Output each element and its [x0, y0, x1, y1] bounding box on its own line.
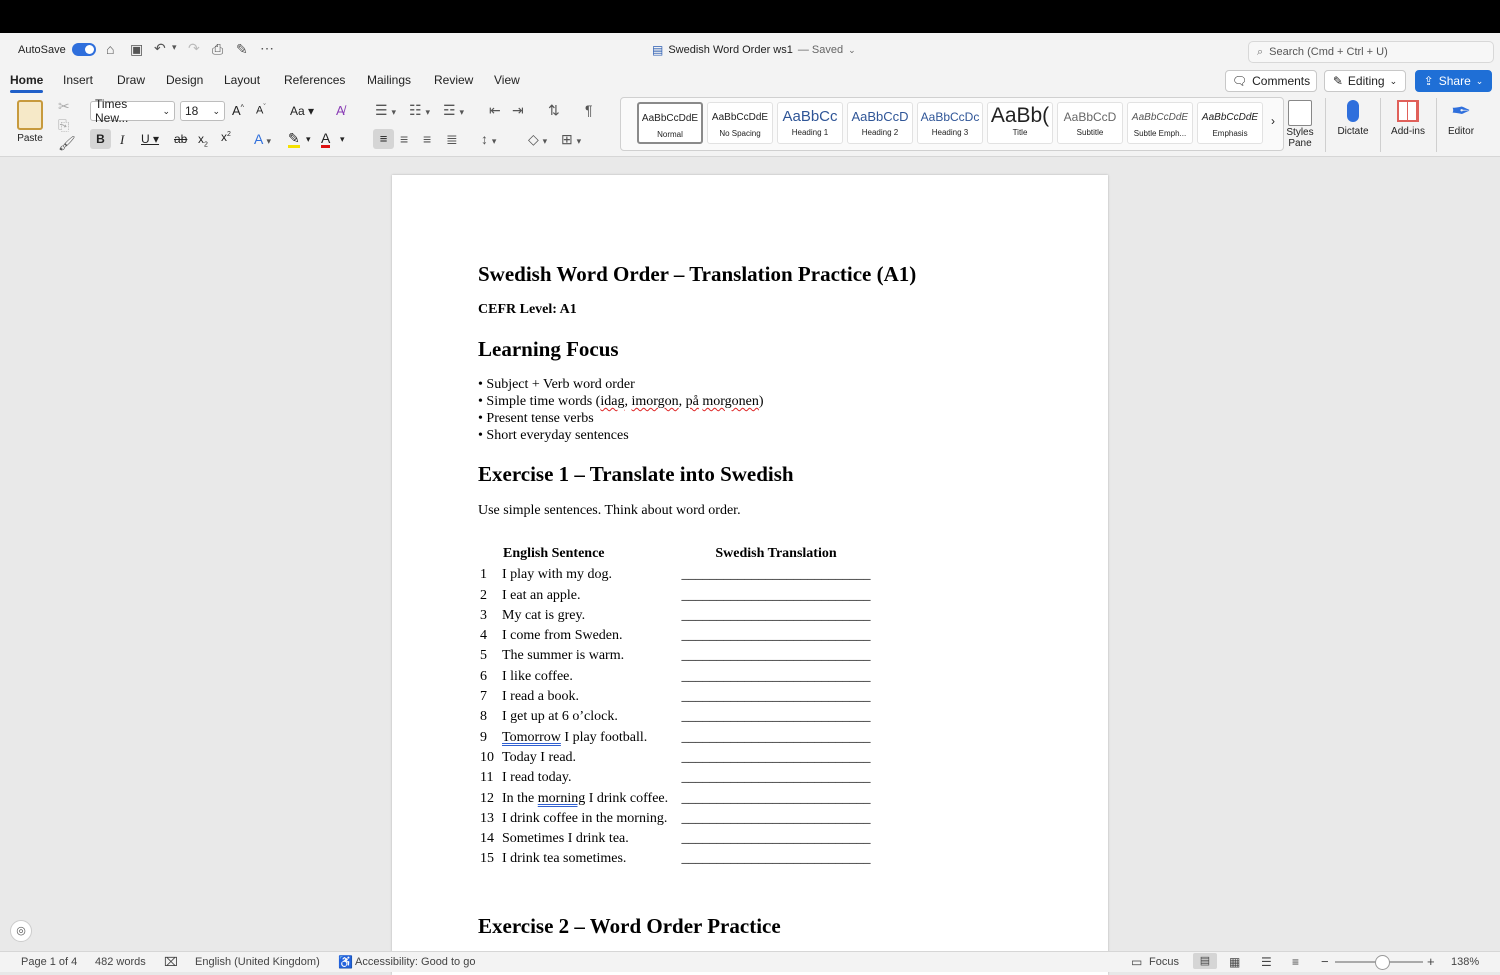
editing-label: Editing [1347, 74, 1385, 88]
chevron-down-icon: ⌄ [1389, 75, 1398, 86]
undo-icon[interactable]: ↶ [154, 40, 166, 56]
style-name: Heading 1 [791, 128, 829, 137]
table-row [478, 685, 872, 705]
underline-icon[interactable]: U ▾ [141, 132, 160, 146]
edit-doc-icon[interactable]: ✎ [236, 41, 248, 57]
justify-icon[interactable]: ≣ [446, 131, 458, 147]
style-heading-3[interactable] [917, 102, 983, 144]
divider [1380, 98, 1381, 152]
tab-design[interactable]: Design [166, 73, 204, 87]
document-title[interactable]: Swedish Word Order ws1 [668, 44, 793, 56]
bullets-icon[interactable]: ☰ ▾ [375, 102, 396, 118]
translation-blank[interactable]: ___________________________ [681, 689, 871, 705]
home-icon[interactable]: ⌂ [106, 41, 115, 57]
redo-icon[interactable]: ↷ [188, 40, 200, 56]
shading-icon[interactable]: ◇ ▾ [528, 131, 548, 147]
style-heading-1[interactable] [777, 102, 843, 144]
borders-icon[interactable]: ⊞ ▾ [561, 131, 582, 147]
english-sentence: I read today. [502, 770, 572, 786]
translation-blank[interactable]: ___________________________ [681, 607, 871, 623]
style-no-spacing[interactable] [707, 102, 773, 144]
proofing-icon[interactable]: ⌧ [164, 955, 178, 969]
translation-blank[interactable]: ___________________________ [681, 790, 871, 806]
style-sample: AaBbCc [782, 108, 838, 125]
style-sample: AaBbCcDdE [711, 112, 769, 123]
style-name: Subtitle [1076, 128, 1104, 137]
english-sentence: I play with my dog. [502, 567, 613, 583]
strikethrough-icon[interactable]: ab [174, 132, 188, 146]
undo-dropdown-icon[interactable]: ▾ [172, 42, 177, 52]
addins-label: Add-ins [1391, 126, 1425, 137]
search-placeholder: Search (Cmd + Ctrl + U) [1269, 46, 1388, 58]
top-black-bar [0, 0, 1500, 33]
chevron-down-icon[interactable]: ▾ [340, 134, 345, 144]
italic-icon[interactable]: I [120, 132, 125, 147]
table-row [478, 847, 872, 867]
row-number: 6 [480, 668, 487, 684]
document-page[interactable] [392, 175, 1108, 975]
translation-blank[interactable]: ___________________________ [681, 628, 871, 644]
multilevel-list-icon[interactable]: ☲ ▾ [443, 102, 464, 118]
style-subtitle[interactable] [1057, 102, 1123, 144]
english-sentence: I eat an apple. [502, 587, 581, 603]
web-layout-icon[interactable]: ▦ [1229, 955, 1241, 969]
pilcrow-icon[interactable]: ¶ [585, 102, 593, 118]
table-row [478, 786, 872, 806]
focus-button[interactable]: Focus [1149, 956, 1179, 968]
tab-draw[interactable]: Draw [117, 73, 146, 87]
outline-view-icon[interactable]: ☰ [1261, 955, 1272, 969]
bold-icon[interactable]: B [90, 129, 111, 149]
table-row [478, 725, 872, 745]
column-header-swedish: Swedish Translation [715, 546, 837, 561]
status-bar [0, 951, 1500, 972]
clear-formatting-icon[interactable]: A̸ [336, 103, 345, 118]
font-color-icon[interactable]: A [321, 130, 331, 146]
style-name: Subtle Emph... [1133, 129, 1187, 138]
table-row [478, 604, 872, 624]
editor-button[interactable] [1444, 98, 1478, 137]
styles-pane-icon [1288, 100, 1312, 126]
table-row [478, 644, 872, 664]
row-number: 4 [480, 628, 487, 644]
english-sentence: I come from Sweden. [502, 628, 623, 644]
table-row [478, 746, 872, 766]
increase-indent-icon[interactable]: ⇥ [512, 102, 524, 118]
table-row [478, 766, 872, 786]
translation-blank[interactable]: ___________________________ [681, 851, 871, 867]
row-number: 14 [480, 831, 494, 847]
styles-pane-label: Styles Pane [1286, 127, 1314, 149]
english-sentence: I read a book. [502, 689, 579, 705]
subscript-icon[interactable]: $x_2$ [198, 132, 208, 149]
document-title-heading: Swedish Word Order – Translation Practice (A1) [478, 262, 917, 286]
style-name: Heading 2 [861, 128, 899, 137]
font-size-select[interactable] [180, 101, 225, 121]
column-header-english: English Sentence [503, 546, 605, 561]
style-sample: AaBbCcDdE [1131, 112, 1189, 123]
chevron-down-icon: ⌄ [212, 105, 220, 116]
divider [1436, 98, 1437, 152]
focus-icon: ▭ [1131, 955, 1143, 969]
bullet-item: • Present tense verbs [478, 411, 594, 426]
shrink-font-icon[interactable]: $A^ˇ$ [256, 104, 266, 117]
exercise-1-table [478, 539, 872, 867]
english-sentence: Today I read. [502, 749, 577, 765]
highlight-icon[interactable]: ✎ [288, 130, 300, 146]
style-name: Normal [657, 130, 683, 139]
comment-icon: 🗨 [1231, 74, 1248, 88]
english-sentence: I drink tea sometimes. [502, 851, 627, 867]
translation-blank[interactable]: ___________________________ [681, 668, 871, 684]
paste-button[interactable] [12, 98, 48, 144]
search-box[interactable] [1248, 41, 1494, 63]
exercise-2-heading: Exercise 2 – Word Order Practice [478, 914, 781, 938]
share-icon: ⇪ [1423, 74, 1434, 88]
bullet-item: • Simple time words (idag, imorgon, på morgonen) [478, 394, 764, 409]
translation-blank[interactable]: ___________________________ [681, 729, 871, 745]
numbering-icon[interactable]: ☷ ▾ [409, 102, 430, 118]
chevron-down-icon[interactable]: ▾ [306, 134, 311, 144]
editing-button[interactable] [1324, 70, 1406, 92]
english-sentence: My cat is grey. [502, 607, 586, 623]
microphone-icon [1347, 100, 1359, 122]
chevron-down-icon: ⌄ [162, 105, 170, 116]
tab-review[interactable]: Review [434, 73, 474, 87]
style-title[interactable] [987, 102, 1053, 144]
row-number: 3 [480, 607, 487, 623]
comments-button[interactable] [1225, 70, 1317, 92]
print-icon[interactable]: ⎙ [212, 41, 224, 57]
font-size-value: 18 [185, 104, 199, 118]
cut-icon[interactable]: ✂ [58, 98, 70, 114]
editor-label: Editor [1447, 126, 1475, 137]
chevron-right-icon[interactable]: › [1271, 114, 1275, 128]
tab-view[interactable]: View [494, 73, 520, 87]
row-number: 12 [480, 790, 494, 806]
style-name: Title [1012, 128, 1028, 137]
addins-button[interactable] [1388, 98, 1428, 137]
decrease-indent-icon[interactable]: ⇤ [489, 102, 501, 118]
tab-home[interactable]: Home [10, 73, 44, 87]
accessibility-icon: ♿ [338, 955, 353, 969]
search-icon: ⌕ [1257, 45, 1264, 58]
font-name-value: Times New... [95, 97, 129, 125]
table-row [478, 624, 872, 644]
translation-blank[interactable]: ___________________________ [681, 810, 871, 826]
grow-font-icon[interactable]: A^ [232, 103, 244, 118]
english-sentence: In the morning I drink coffee. [502, 790, 669, 806]
translation-blank[interactable]: ___________________________ [681, 587, 871, 603]
style-name: Heading 3 [931, 128, 969, 137]
style-subtle-emphasis[interactable] [1127, 102, 1193, 144]
format-painter-icon[interactable]: 🖌 [58, 135, 76, 151]
style-name: No Spacing [719, 129, 761, 138]
superscript-icon[interactable]: $x^2$ [221, 130, 231, 144]
style-sample: AaBbCcD [851, 109, 909, 124]
tab-mailings[interactable]: Mailings [367, 73, 412, 87]
translation-blank[interactable]: ___________________________ [681, 770, 871, 786]
share-label: Share [1438, 74, 1471, 88]
chevron-down-icon[interactable]: ⌄ [848, 44, 856, 55]
english-sentence: The summer is warm. [502, 648, 625, 664]
english-sentence: I like coffee. [502, 668, 573, 684]
translation-blank[interactable]: ___________________________ [681, 709, 871, 725]
tab-references[interactable]: References [284, 73, 346, 87]
line-spacing-icon[interactable]: ↕ ▾ [481, 131, 497, 147]
style-sample: AaBb( [990, 104, 1050, 127]
translation-blank[interactable]: ___________________________ [681, 831, 871, 847]
english-sentence: Tomorrow I play football. [502, 729, 648, 745]
english-sentence: Sometimes I drink tea. [502, 831, 629, 847]
word-doc-icon: ▤ [652, 43, 664, 57]
exercise-1-heading: Exercise 1 – Translate into Swedish [478, 462, 794, 486]
align-left-icon[interactable]: ≡ [373, 129, 394, 149]
row-number: 10 [480, 749, 494, 765]
align-center-icon[interactable]: ≡ [400, 131, 409, 147]
tab-layout[interactable]: Layout [224, 73, 261, 87]
language[interactable]: English (United Kingdom) [195, 956, 320, 968]
style-sample: AaBbCcDdE [1201, 112, 1259, 123]
learning-focus-heading: Learning Focus [478, 337, 619, 361]
style-normal[interactable] [637, 102, 703, 144]
chevron-down-icon: ⌄ [1475, 75, 1484, 86]
text-effects-icon[interactable]: A ▾ [254, 131, 271, 147]
style-sample: AaBbCcDc [920, 110, 980, 124]
row-number: 7 [480, 689, 487, 705]
editor-pen-icon: ✒ [1450, 98, 1472, 125]
sort-icon[interactable]: ⇅ [548, 102, 560, 118]
share-button[interactable] [1415, 70, 1492, 92]
zoom-out-icon[interactable]: − [1321, 954, 1329, 969]
autosave-toggle[interactable] [72, 43, 96, 56]
style-sample: AaBbCcDdE [641, 113, 699, 124]
table-row [478, 827, 872, 847]
english-sentence: I get up at 6 o’clock. [502, 709, 618, 725]
accessibility-status[interactable]: Accessibility: Good to go [355, 956, 476, 968]
exercise-1-instructions: Use simple sentences. Think about word order. [478, 503, 741, 518]
font-name-select[interactable] [90, 97, 175, 125]
addins-icon [1397, 100, 1419, 122]
comments-label: Comments [1252, 74, 1311, 88]
zoom-in-icon[interactable]: + [1427, 954, 1435, 969]
translation-blank[interactable]: ___________________________ [681, 749, 871, 765]
bullet-item: • Subject + Verb word order [478, 377, 635, 392]
page-count[interactable]: Page 1 of 4 [21, 956, 78, 968]
translation-blank[interactable]: ___________________________ [681, 567, 871, 583]
copy-icon[interactable]: ⎘ [58, 117, 70, 133]
dictate-label: Dictate [1337, 126, 1369, 137]
row-number: 15 [480, 851, 494, 867]
table-row [478, 583, 872, 603]
style-emphasis[interactable] [1197, 102, 1263, 144]
english-sentence: I drink coffee in the morning. [502, 810, 668, 826]
pencil-icon: ✎ [1332, 74, 1343, 88]
print-layout-icon[interactable]: ▤ [1193, 953, 1217, 969]
row-number: 9 [480, 729, 487, 745]
table-row [478, 705, 872, 725]
style-heading-2[interactable] [847, 102, 913, 144]
word-count[interactable]: 482 words [95, 956, 146, 968]
save-icon[interactable]: ▣ [130, 41, 144, 57]
table-row [478, 563, 872, 583]
paste-label: Paste [17, 133, 43, 144]
divider [1325, 98, 1326, 152]
change-case-icon[interactable]: Aa ▾ [290, 104, 315, 118]
clipboard-icon [17, 100, 43, 130]
zoom-level[interactable]: 138% [1451, 956, 1480, 968]
row-number: 1 [480, 567, 487, 583]
draft-view-icon[interactable]: ≡ [1292, 955, 1300, 969]
styles-pane-button[interactable] [1284, 98, 1316, 149]
styles-gallery [620, 97, 1284, 151]
tab-insert[interactable]: Insert [63, 73, 94, 87]
saved-status: — Saved [797, 44, 844, 56]
translation-blank[interactable]: ___________________________ [681, 648, 871, 664]
bullet-item: • Short everyday sentences [478, 428, 629, 443]
more-icon[interactable]: ⋯ [260, 40, 274, 56]
row-number: 8 [480, 709, 487, 725]
row-number: 2 [480, 587, 487, 603]
cefr-level: CEFR Level: A1 [478, 302, 577, 317]
table-row [478, 664, 872, 684]
table-row [478, 807, 872, 827]
row-number: 13 [480, 810, 494, 826]
align-right-icon[interactable]: ≡ [423, 131, 432, 147]
row-number: 11 [480, 770, 494, 786]
style-sample: AaBbCcD [1063, 110, 1117, 124]
table-header-row [478, 539, 872, 563]
fingerprint-icon[interactable]: ◎ [10, 920, 32, 942]
row-number: 5 [480, 648, 487, 664]
autosave-label: AutoSave [18, 43, 66, 56]
style-name: Emphasis [1212, 129, 1248, 138]
zoom-slider-thumb[interactable] [1375, 955, 1390, 970]
dictate-button[interactable] [1334, 98, 1372, 137]
